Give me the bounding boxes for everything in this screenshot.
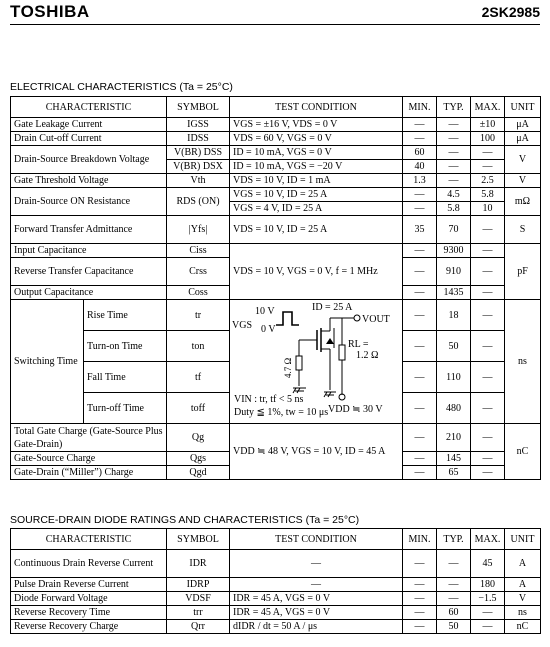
- cell-max: —: [471, 146, 505, 160]
- cell-typ: 4.5: [437, 188, 471, 202]
- cell-max: ±10: [471, 118, 505, 132]
- cell-unit: A: [505, 578, 541, 592]
- cell-typ: —: [437, 550, 471, 578]
- cell-max: 180: [471, 578, 505, 592]
- col-unit: UNIT: [505, 97, 541, 118]
- cell-test: IDR = 45 A, VGS = 0 V: [230, 592, 403, 606]
- cell-typ: 9300: [437, 244, 471, 258]
- cell-unit: pF: [505, 244, 541, 300]
- cell-min: 1.3: [403, 174, 437, 188]
- load-resistor-label: RL =: [348, 339, 369, 350]
- vout-label: VOUT: [362, 314, 390, 325]
- cell-symbol: VDSF: [167, 592, 230, 606]
- cell-typ: 50: [437, 331, 471, 362]
- cell-characteristic: Continuous Drain Reverse Current: [11, 550, 167, 578]
- col-typ: TYP.: [437, 529, 471, 550]
- col-test-condition: TEST CONDITION: [230, 529, 403, 550]
- cell-min: —: [403, 286, 437, 300]
- cell-characteristic: Gate Leakage Current: [11, 118, 167, 132]
- col-max: MAX.: [471, 97, 505, 118]
- cell-max: —: [471, 606, 505, 620]
- brand-logo: TOSHIBA: [10, 2, 90, 21]
- cell-typ: —: [437, 578, 471, 592]
- electrical-characteristics-title: ELECTRICAL CHARACTERISTICS (Ta = 25°C): [10, 81, 233, 93]
- cell-characteristic: Reverse Recovery Charge: [11, 620, 167, 634]
- cell-min: 40: [403, 160, 437, 174]
- table-row: [11, 592, 541, 606]
- cell-test: —: [230, 550, 403, 578]
- cell-characteristic: Output Capacitance: [11, 286, 167, 300]
- gate-resistor: [296, 356, 302, 370]
- cell-unit: ns: [505, 606, 541, 620]
- cell-typ: 50: [437, 620, 471, 634]
- pulse-high-label: 10 V: [255, 306, 275, 317]
- cell-unit: nC: [505, 620, 541, 634]
- cell-min: —: [403, 393, 437, 424]
- col-symbol: SYMBOL: [167, 97, 230, 118]
- table-row: [11, 300, 541, 331]
- cell-min: —: [403, 202, 437, 216]
- vgs-label: VGS: [232, 320, 253, 331]
- cell-max: —: [471, 300, 505, 331]
- cell-test: VGS = 10 V, ID = 25 A: [230, 188, 403, 202]
- cell-symbol: Qrr: [167, 620, 230, 634]
- cell-symbol: toff: [167, 393, 230, 424]
- cell-typ: 910: [437, 258, 471, 286]
- cell-symbol: Coss: [167, 286, 230, 300]
- cell-characteristic: Drain-Source Breakdown Voltage: [11, 146, 167, 174]
- cell-symbol: V(BR) DSS: [167, 146, 230, 160]
- cell-characteristic: Forward Transfer Admittance: [11, 216, 167, 244]
- cell-symbol: |Yfs|: [167, 216, 230, 244]
- cell-typ: 1435: [437, 286, 471, 300]
- cell-typ: 5.8: [437, 202, 471, 216]
- cell-symbol: tf: [167, 362, 230, 393]
- table-row: [11, 132, 541, 146]
- cell-test: VGS = ±16 V, VDS = 0 V: [230, 118, 403, 132]
- cell-characteristic: Diode Forward Voltage: [11, 592, 167, 606]
- cell-test: VDS = 10 V, VGS = 0 V, f = 1 MHz: [230, 244, 403, 300]
- cell-max: —: [471, 452, 505, 466]
- cell-symbol: V(BR) DSX: [167, 160, 230, 174]
- cell-typ: —: [437, 118, 471, 132]
- cell-characteristic: Drain-Source ON Resistance: [11, 188, 167, 216]
- cell-symbol: Qgd: [167, 466, 230, 480]
- cell-min: —: [403, 244, 437, 258]
- cell-characteristic: Gate-Drain (“Miller”) Charge: [11, 466, 167, 480]
- cell-characteristic: Reverse Recovery Time: [11, 606, 167, 620]
- cell-min: —: [403, 466, 437, 480]
- cell-typ: 70: [437, 216, 471, 244]
- cell-characteristic: Drain Cut-off Current: [11, 132, 167, 146]
- cell-symbol: Ciss: [167, 244, 230, 258]
- cell-max: —: [471, 620, 505, 634]
- switching-test-circuit: [230, 300, 403, 424]
- cell-characteristic: Total Gate Charge (Gate-Source Plus Gate-Drain): [11, 424, 167, 452]
- cell-min: —: [403, 188, 437, 202]
- drain-current-label: ID = 25 A: [312, 302, 353, 313]
- cell-test: VDS = 60 V, VGS = 0 V: [230, 132, 403, 146]
- cell-symbol: Vth: [167, 174, 230, 188]
- cell-symbol: IDR: [167, 550, 230, 578]
- cell-max: —: [471, 286, 505, 300]
- col-unit: UNIT: [505, 529, 541, 550]
- table-row: [11, 118, 541, 132]
- cell-symbol: Crss: [167, 258, 230, 286]
- cell-max: —: [471, 258, 505, 286]
- cell-typ: 65: [437, 466, 471, 480]
- cell-max: —: [471, 466, 505, 480]
- cell-max: —: [471, 160, 505, 174]
- cell-characteristic: Turn-off Time: [84, 393, 167, 424]
- cell-typ: 210: [437, 424, 471, 452]
- col-test-condition: TEST CONDITION: [230, 97, 403, 118]
- table-header-row: [11, 97, 541, 118]
- cell-typ: 18: [437, 300, 471, 331]
- cell-min: 35: [403, 216, 437, 244]
- pulse-note-rise-fall: VIN : tr, tf < 5 ns: [234, 394, 304, 405]
- cell-test: dIDR / dt = 50 A / μs: [230, 620, 403, 634]
- cell-min: —: [403, 578, 437, 592]
- cell-typ: 145: [437, 452, 471, 466]
- col-symbol: SYMBOL: [167, 529, 230, 550]
- cell-test: VDS = 10 V, ID = 1 mA: [230, 174, 403, 188]
- cell-unit: nC: [505, 424, 541, 480]
- load-resistor-value: 1.2 Ω: [356, 350, 379, 361]
- cell-characteristic: Gate-Source Charge: [11, 452, 167, 466]
- cell-typ: —: [437, 160, 471, 174]
- cell-typ: —: [437, 132, 471, 146]
- col-min: MIN.: [403, 529, 437, 550]
- cell-unit: μA: [505, 118, 541, 132]
- cell-max: —: [471, 393, 505, 424]
- vout-terminal: [354, 315, 360, 321]
- cell-typ: 60: [437, 606, 471, 620]
- table-header-row: [11, 529, 541, 550]
- cell-min: —: [403, 620, 437, 634]
- table-row: [11, 216, 541, 244]
- cell-symbol: IDRP: [167, 578, 230, 592]
- cell-max: 45: [471, 550, 505, 578]
- pulse-low-label: 0 V: [261, 324, 276, 335]
- cell-unit: S: [505, 216, 541, 244]
- table-row: [11, 578, 541, 592]
- cell-typ: —: [437, 146, 471, 160]
- cell-symbol: Qg: [167, 424, 230, 452]
- table-row: [11, 606, 541, 620]
- cell-unit: V: [505, 146, 541, 174]
- cell-characteristic: Pulse Drain Reverse Current: [11, 578, 167, 592]
- cell-characteristic: Fall Time: [84, 362, 167, 393]
- cell-test: IDR = 45 A, VGS = 0 V: [230, 606, 403, 620]
- switching-time-label: Switching Time: [11, 300, 84, 424]
- cell-symbol: tr: [167, 300, 230, 331]
- cell-max: −1.5: [471, 592, 505, 606]
- cell-max: —: [471, 244, 505, 258]
- cell-characteristic: Rise Time: [84, 300, 167, 331]
- table-row: [11, 550, 541, 578]
- cell-unit: V: [505, 592, 541, 606]
- cell-characteristic: Turn-on Time: [84, 331, 167, 362]
- cell-min: —: [403, 331, 437, 362]
- cell-unit: V: [505, 174, 541, 188]
- cell-min: —: [403, 452, 437, 466]
- body-diode: [326, 338, 334, 344]
- vdd-label: VDD ≒ 30 V: [328, 404, 383, 415]
- cell-max: 5.8: [471, 188, 505, 202]
- cell-symbol: IDSS: [167, 132, 230, 146]
- cell-symbol: IGSS: [167, 118, 230, 132]
- electrical-characteristics-table: [10, 96, 541, 480]
- cell-max: 100: [471, 132, 505, 146]
- cell-typ: —: [437, 174, 471, 188]
- table-row: [11, 146, 541, 160]
- cell-max: 10: [471, 202, 505, 216]
- cell-min: 60: [403, 146, 437, 160]
- cell-typ: —: [437, 592, 471, 606]
- cell-unit: μA: [505, 132, 541, 146]
- cell-test: VDD ≒ 48 V, VGS = 10 V, ID = 45 A: [230, 424, 403, 480]
- cell-test: VGS = 4 V, ID = 25 A: [230, 202, 403, 216]
- col-characteristic: CHARACTERISTIC: [11, 529, 167, 550]
- cell-characteristic: Input Capacitance: [11, 244, 167, 258]
- col-characteristic: CHARACTERISTIC: [11, 97, 167, 118]
- cell-symbol: trr: [167, 606, 230, 620]
- cell-min: —: [403, 550, 437, 578]
- cell-test: VDS = 10 V, ID = 25 A: [230, 216, 403, 244]
- cell-min: —: [403, 606, 437, 620]
- cell-min: —: [403, 362, 437, 393]
- cell-max: 2.5: [471, 174, 505, 188]
- col-typ: TYP.: [437, 97, 471, 118]
- input-pulse-waveform: [276, 312, 299, 325]
- cell-min: —: [403, 118, 437, 132]
- part-number: 2SK2985: [481, 4, 540, 20]
- cell-typ: 480: [437, 393, 471, 424]
- header-rule: [10, 24, 540, 25]
- cell-symbol: RDS (ON): [167, 188, 230, 216]
- cell-test: —: [230, 578, 403, 592]
- table-row: [11, 244, 541, 258]
- load-resistor: [339, 345, 345, 360]
- cell-min: —: [403, 258, 437, 286]
- cell-unit: mΩ: [505, 188, 541, 216]
- diode-characteristics-title: SOURCE-DRAIN DIODE RATINGS AND CHARACTERISTICS (Ta = 25°C): [10, 514, 360, 526]
- table-row: [11, 620, 541, 634]
- cell-symbol: ton: [167, 331, 230, 362]
- table-row: [11, 424, 541, 452]
- table-row: [11, 188, 541, 202]
- cell-max: —: [471, 216, 505, 244]
- cell-max: —: [471, 331, 505, 362]
- cell-characteristic: Gate Threshold Voltage: [11, 174, 167, 188]
- cell-min: —: [403, 300, 437, 331]
- gate-resistor-value: 4.7 Ω: [283, 357, 293, 378]
- cell-symbol: Qgs: [167, 452, 230, 466]
- pulse-note-duty: Duty ≦ 1%, tw = 10 μs: [234, 407, 329, 418]
- cell-test: ID = 10 mA, VGS = −20 V: [230, 160, 403, 174]
- cell-max: —: [471, 362, 505, 393]
- col-min: MIN.: [403, 97, 437, 118]
- table-row: [11, 174, 541, 188]
- cell-test: ID = 10 mA, VGS = 0 V: [230, 146, 403, 160]
- cell-max: —: [471, 424, 505, 452]
- cell-typ: 110: [437, 362, 471, 393]
- diode-characteristics-table: [10, 528, 541, 634]
- cell-min: —: [403, 132, 437, 146]
- cell-unit: ns: [505, 300, 541, 424]
- cell-unit: A: [505, 550, 541, 578]
- cell-min: —: [403, 592, 437, 606]
- col-max: MAX.: [471, 529, 505, 550]
- cell-min: —: [403, 424, 437, 452]
- cell-characteristic: Reverse Transfer Capacitance: [11, 258, 167, 286]
